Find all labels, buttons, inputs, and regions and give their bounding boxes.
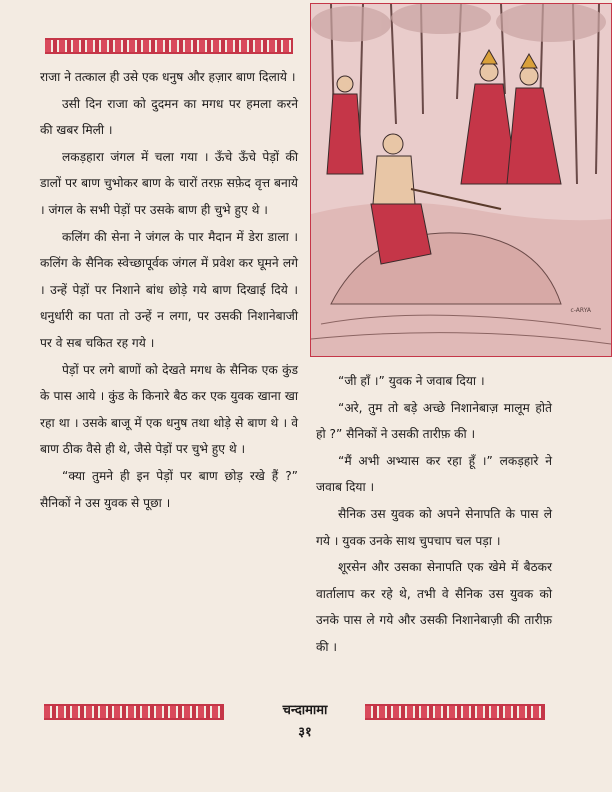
- right-text-column: [316, 368, 552, 661]
- page-number: ३१: [298, 725, 312, 740]
- paragraph: कलिंग की सेना ने जंगल के पार मैदान में डेरा डाला । कलिंग के सैनिक स्वेच्छापूर्वक जंगल में प्रवेश कर घूमने लगे । उन्हें पेड़ों पर निशाने बांध छोड़े गये बाण दिखाई दिये । धनुर्धारी का पता तो उन्हें न लगा, पर उसकी निशानेबाजी पर वे सब चकित रह गये ।: [40, 229, 298, 350]
- artist-signature: c-ARYA: [570, 307, 591, 314]
- bottom-right-decorative-border: [365, 704, 545, 720]
- story-illustration: [310, 3, 612, 357]
- paragraph: “क्या तुमने ही इन पेड़ों पर बाण छोड़ रखे हैं ?” सैनिकों ने उस युवक से पूछा ।: [40, 468, 298, 510]
- magazine-title: चन्दामामा: [282, 703, 328, 718]
- paragraph: लकड़हारा जंगल में चला गया । ऊँचे ऊँचे पेड़ों की डालों पर बाण चुभोकर बाण के चारों तरफ़ सफ़ेद वृत्त बनाये । जंगल के सभी पेड़ों पर उसके बाण ही चुभे हुए थे ।: [40, 149, 298, 217]
- paragraph: “जी हाँ ।” युवक ने जवाब दिया ।: [338, 374, 485, 388]
- bottom-left-decorative-border: [44, 704, 224, 720]
- paragraph: उसी दिन राजा को दुदमन का मगध पर हमला करने की खबर मिली ।: [40, 96, 298, 138]
- left-text-column: [40, 64, 298, 516]
- paragraph: “मैं अभी अभ्यास कर रहा हूँ ।” लकड़हारे ने जवाब दिया ।: [316, 453, 552, 495]
- paragraph: सैनिक उस युवक को अपने सेनापति के पास ले गये । युवक उनके साथ चुपचाप चल पड़ा ।: [316, 506, 552, 548]
- forest-scene-drawing: [311, 4, 611, 356]
- paragraph: “अरे, तुम तो बड़े अच्छे निशानेबाज़ मालूम होते हो ?” सैनिकों ने उसकी तारीफ़ की ।: [316, 400, 552, 442]
- paragraph: पेड़ों पर लगे बाणों को देखते मगध के सैनिक एक कुंड के पास आये । कुंड के किनारे बैठ कर एक युवक खाना खा रहा था । उसके बाजू में एक धनुष तथा थोड़े से बाण थे । वे बाण ठीक वैसे ही थे, जैसे पेड़ों पर चुभे हुए थे ।: [40, 362, 298, 457]
- paragraph: राजा ने तत्काल ही उसे एक धनुष और हज़ार बाण दिलाये ।: [40, 70, 296, 84]
- paragraph: शूरसेन और उसका सेनापति एक खेमे में बैठकर वार्तालाप कर रहे थे, तभी वे सैनिक उस युवक को उनके पास ले गये और उसकी निशानेबाज़ी की तारीफ़ की ।: [316, 560, 552, 654]
- top-decorative-border: [45, 38, 293, 54]
